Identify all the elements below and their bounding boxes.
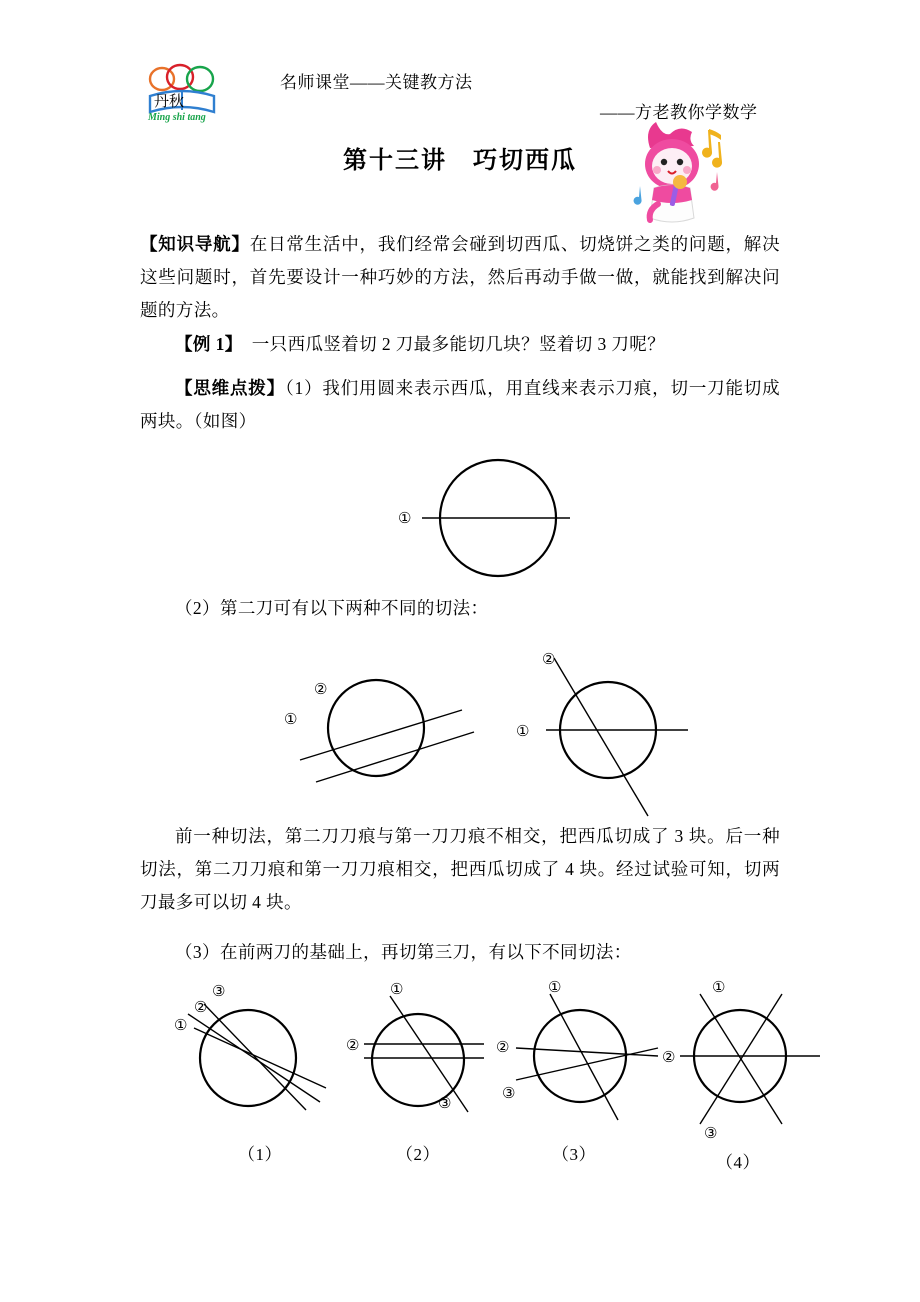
step2-explanation: 前一种切法，第二刀刀痕与第一刀刀痕不相交，把西瓜切成了 3 块。后一种切法，第二刀刀痕和第一刀刀痕相交，把西瓜切成了 4 块。经过试验可知，切两刀最多可以切 4 块。 bbox=[140, 826, 780, 912]
mascot-illustration bbox=[614, 108, 734, 226]
figure-three-cuts-4 bbox=[660, 978, 850, 1148]
figure2-label-2: ② bbox=[314, 682, 328, 698]
figure6-label-1: ① bbox=[548, 980, 562, 996]
figure-two-cuts-parallel bbox=[262, 648, 492, 808]
example-text: 一只西瓜竖着切 2 刀最多能切几块？竖着切 3 刀呢？ bbox=[251, 334, 666, 354]
figure7-label-2: ② bbox=[662, 1050, 676, 1066]
figure7-label-1: ① bbox=[712, 980, 726, 996]
figure-caption-1: （1） bbox=[238, 1145, 282, 1164]
figure-caption-4: （4） bbox=[716, 1153, 760, 1172]
header-title: 名师课堂——关键教方法 bbox=[280, 73, 473, 92]
brand-logo bbox=[140, 62, 270, 124]
figure4-label-2: ② bbox=[194, 1000, 208, 1016]
figure3-label-2: ② bbox=[542, 652, 556, 668]
figure4-label-1: ① bbox=[174, 1018, 188, 1034]
figure-caption-2: （2） bbox=[396, 1145, 440, 1164]
figure5-label-3: ③ bbox=[438, 1096, 452, 1112]
figure6-label-3: ③ bbox=[502, 1086, 516, 1102]
figure2-label-1: ① bbox=[284, 712, 298, 728]
figure7-label-3: ③ bbox=[704, 1126, 718, 1142]
figure6-label-2: ② bbox=[496, 1040, 510, 1056]
figure4-label-3: ③ bbox=[212, 984, 226, 1000]
figure-caption-3: （3） bbox=[552, 1145, 596, 1164]
figure5-label-2: ② bbox=[346, 1038, 360, 1054]
tip-paragraph bbox=[140, 372, 780, 438]
guide-paragraph bbox=[140, 228, 780, 327]
tip-text: （1）我们用圆来表示西瓜，用直线来表示刀痕，切一刀能切成两块。（如图） bbox=[140, 378, 781, 431]
page-title: 第十三讲 巧切西瓜 bbox=[343, 148, 577, 174]
step3-paragraph: （3）在前两刀的基础上，再切第三刀，有以下不同切法： bbox=[175, 942, 632, 962]
figure3-label-1: ① bbox=[516, 724, 530, 740]
figure5-label-1: ① bbox=[390, 982, 404, 998]
brand-cn-text: 丹秋 bbox=[154, 94, 185, 110]
example-label: 【例 1】 bbox=[175, 334, 234, 354]
figure-two-cuts-crossing bbox=[490, 640, 720, 820]
figure1-label-1: ① bbox=[398, 511, 412, 527]
figure-three-cuts-1 bbox=[160, 978, 350, 1138]
header-subtitle: ——方老教你学数学 bbox=[600, 103, 758, 122]
guide-text: 在日常生活中，我们经常会碰到切西瓜、切烧饼之类的问题，解决这些问题时，首先要设计一种巧妙的方法，然后再动手做一做，就能找到解决问题的方法。 bbox=[140, 234, 780, 320]
guide-label: 【知识导航】 bbox=[140, 234, 250, 254]
tip-label: 【思维点拨】 bbox=[175, 378, 285, 398]
example-paragraph bbox=[140, 328, 780, 361]
figure-one-cut bbox=[380, 450, 580, 590]
brand-latin-text: Ming shi tang bbox=[148, 112, 206, 123]
step2-paragraph: （2）第二刀可有以下两种不同的切法： bbox=[175, 598, 489, 618]
figure-three-cuts-3 bbox=[482, 978, 682, 1148]
